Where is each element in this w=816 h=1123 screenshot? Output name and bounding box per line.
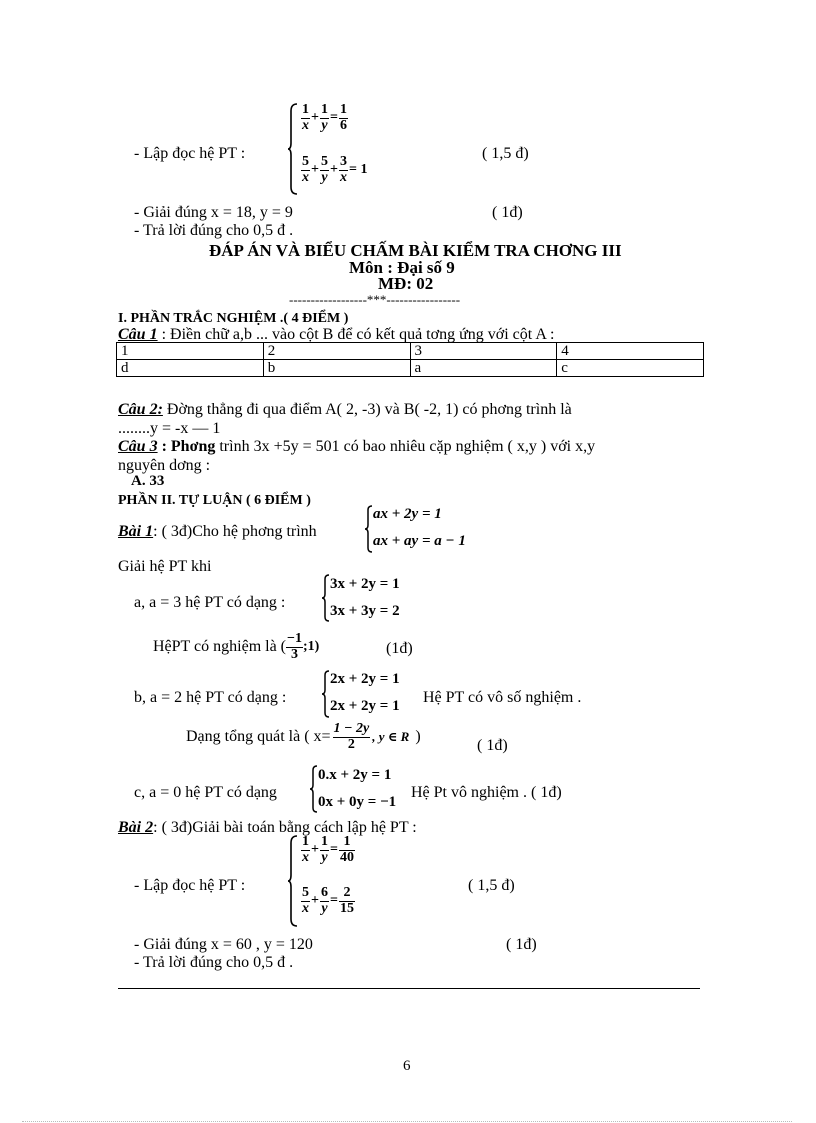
score: ( 1đ) <box>506 936 537 953</box>
score: ( 1đ) <box>492 204 523 221</box>
page-title: ĐÁP ÁN VÀ BIỂU CHẤM BÀI KIỂM TRA CHƠNG III <box>209 241 622 260</box>
equation: 0x + 0y = −1 <box>318 794 397 810</box>
question-3-answer: A. 33 <box>131 473 165 489</box>
equation: 3x + 2y = 1 <box>330 576 400 592</box>
section-heading: I. PHẦN TRẮC NGHIỆM .( 4 ĐIỂM ) <box>118 311 349 326</box>
equation: 2x + 2y = 1 <box>330 671 400 687</box>
question-2-answer: ........y = -x — 1 <box>118 420 221 437</box>
item-answer: - Trả lời đúng cho 0,5 đ . <box>134 954 294 971</box>
footer-rule <box>118 988 700 989</box>
problem-2: Bài 2: ( 3đ)Giải bài toán bằng cách lập hệ PT : <box>118 819 417 836</box>
item-solve: - Giải đúng x = 18, y = 9 <box>134 204 293 221</box>
subject: Môn : Đại số 9 <box>349 258 455 277</box>
problem-1: Bài 1: ( 3đ)Cho hệ phơng trình <box>118 523 317 540</box>
question-3: Câu 3 : Phơng trình 3x +5y = 501 có bao nhiêu cặp nghiệm ( x,y ) với x,y <box>118 438 596 455</box>
equation: ax + 2y = 1 <box>373 506 442 522</box>
question-3-cont: nguyên dơng : <box>118 457 211 474</box>
question-1: Câu 1 : Điền chữ a,b ... vào cột B để có kết quả tơng ứng với cột A : <box>118 326 555 343</box>
section-heading: PHẦN II. TỰ LUẬN ( 6 ĐIỂM ) <box>118 493 311 508</box>
score: ( 1đ) <box>477 737 508 754</box>
item-answer: - Trả lời đúng cho 0,5 đ . <box>134 222 294 239</box>
brace-icon <box>322 574 330 622</box>
score: (1đ) <box>386 640 413 657</box>
item-solve: - Giải đúng x = 60 , y = 120 <box>134 936 313 953</box>
equation: ax + ay = a − 1 <box>373 533 466 549</box>
item-setup-system: - Lập đọc hệ PT : <box>134 145 246 162</box>
equation-row: $\frac{5}{x}$ + $\frac{6}{y}$ = $\frac{2}{15}$ <box>302 885 354 916</box>
score: ( 1,5 đ) <box>482 145 529 162</box>
equation: 3x + 3y = 2 <box>330 603 400 619</box>
answer-table <box>116 342 704 377</box>
equation-row: $\frac{1}{x}$ + $\frac{1}{y}$ = $\frac{1}{6}$ <box>302 102 347 133</box>
instruction: Giải hệ PT khi <box>118 558 212 575</box>
brace-icon <box>288 835 298 927</box>
equation-row: $\frac{1}{x}$ + $\frac{1}{y}$ = $\frac{1}{40}$ <box>302 834 354 865</box>
equation-row: $\frac{5}{x}$ + $\frac{5}{y}$ + $\frac{3}{x}$ = 1 <box>302 154 368 185</box>
brace-icon <box>288 103 298 195</box>
case-c: c, a = 0 hệ PT có dạng <box>134 784 277 801</box>
brace-icon <box>310 765 318 813</box>
question-2: Câu 2: Đờng thẳng đi qua điểm A( 2, -3) và B( -2, 1) có phơng trình là <box>118 401 572 418</box>
item-setup-system: - Lập đọc hệ PT : <box>134 877 246 894</box>
case-b-general: Dạng tổng quát là ( x= $\frac{1 - 2y}{2}$ , y ∈ R ) <box>186 721 421 752</box>
case-a: a, a = 3 hệ PT có dạng : <box>134 594 286 611</box>
table-row: d b a c <box>117 360 704 377</box>
table-row: 1 2 3 4 <box>117 343 704 360</box>
case-c-result: Hệ Pt vô nghiệm . ( 1đ) <box>411 784 562 801</box>
score: ( 1,5 đ) <box>468 877 515 894</box>
page-number: 6 <box>403 1058 411 1074</box>
exam-code: MĐ: 02 <box>378 274 434 293</box>
divider: ------------------***----------------- <box>289 292 461 307</box>
equation: 2x + 2y = 1 <box>330 698 400 714</box>
brace-icon <box>365 505 373 553</box>
case-a-solution: HệPT có nghiệm là ( $\frac{-1}{3}$ ;1) <box>153 631 320 662</box>
case-b-result: Hệ PT có vô số nghiệm . <box>423 689 582 706</box>
page-edge <box>22 1121 792 1122</box>
equation: 0.x + 2y = 1 <box>318 767 392 783</box>
brace-icon <box>322 670 330 718</box>
case-b: b, a = 2 hệ PT có dạng : <box>134 689 287 706</box>
